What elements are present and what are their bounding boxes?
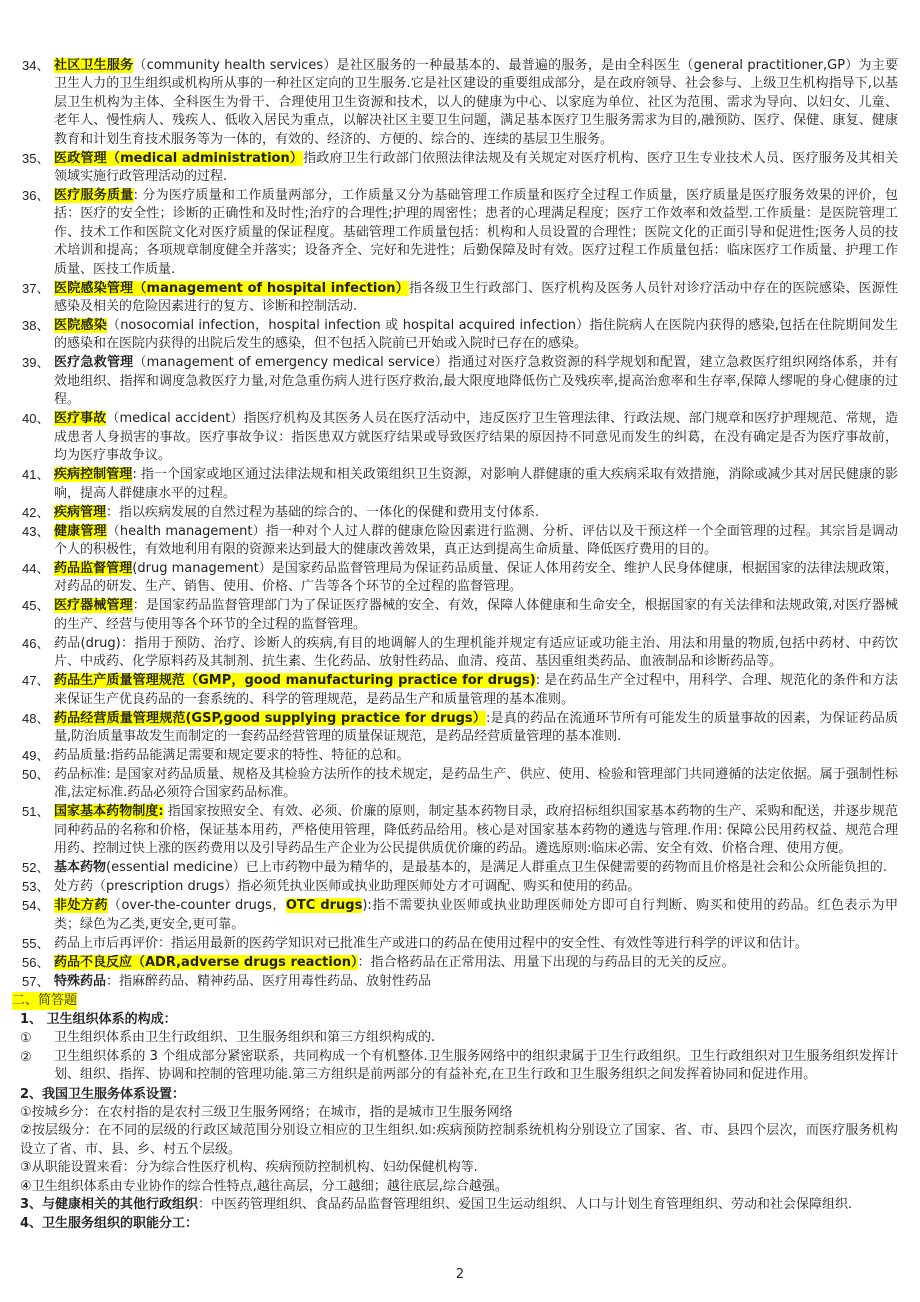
item-text [54, 318, 898, 351]
highlighted-term: 医疗事故 [54, 411, 107, 427]
numbered-point [20, 1048, 898, 1085]
item-text [54, 561, 898, 594]
definition-text: 药品质量:指药品能满足需要和规定要求的特性、特征的总和。 [54, 747, 410, 763]
question-2-title: 2、我国卫生服务体系设置： [20, 1086, 186, 1102]
definition-text: ：指麻醉药品、精神药品、医疗用毒性药品、放射性药品 [106, 973, 432, 989]
item-text [54, 936, 808, 951]
definition-text: （community health services）是社区服务的一种最基本的、最普遍的服务，是由全科医生（general practitioner,GP）为主要卫生人力的卫生组织或机构所从事的一种社区定向的卫生服务.它是社区建设的重要组成部分，是在政府领导、社会参与、上级卫生机构指导下,以基层卫生机构为主体、全科医生为骨干、合理使用卫生资源和技术，以人的健康为中心、以家庭为单位、社区为范围、需求为导向、以妇女、儿童、老年人、慢性病人、残疾人、低收入居民为重点，以解决社区主要卫生问题，满足基本医疗卫生服务需求为目的,融预防、医疗、保健、康复、健康教育和计划生育技术服务等为一体的，有效的、经济的、方便的、综合的、连续的基层卫生服务。 [54, 58, 898, 147]
highlighted-term: 药品经营质量管理规范(GSP,good supplying practice for drugs） [54, 710, 486, 726]
highlighted-term: 医疗器械管理 [54, 598, 133, 614]
definition-text: 指国家按照安全、有效、必须、价廉的原则，制定基本药物目录，政府招标组织国家基本药物的生产、采购和配送，并逐步规范同种药品的名称和价格，保证基本用药，严格使用管理，降低药品给用。核心是对国家基本药物的遴选与管理.作用: 保障公民用药权益、规范合理用药、控制过快上涨的医药费用以及引导药品生产企业为公民提供质优价廉的药品。遴选原则:临床必需、安全有效、价格合理、使用方便。 [54, 804, 898, 857]
item-text [54, 636, 898, 669]
definition-text: 药品标准: 是国家对药品质量、规格及其检验方法所作的技术规定，是药品生产、供应、使用、检验和管理部门共同遵循的法定依据。属于强制性标准,法定标准.药品必须符合国家药品标准。 [54, 766, 898, 801]
definition-text: : 分为医疗质量和工作质量两部分，工作质量又分为基础管理工作质量和医疗全过程工作质量，医疗质量是医疗服务效果的评价，包括：医疗的安全性；诊断的正确性和及时性;治疗的合理性;护理的周密性；患者的心理满足程度；医疗工作效率和效益型.工作质量：是医院管理工作、技术工作和医院文化对医疗质量的保证程度。基础管理工作质量包括：机构和人员设置的合理性；医院文化的正面引导和促进性;医务人员的技术培训和提高；各项规章制度健全并落实；设备齐全、完好和先进性；后勤保障及时有效。医疗过程工作质量包括：临床医疗工作质量、护理工作质量、医技工作质量. [54, 188, 898, 277]
definition-item [20, 354, 898, 409]
item-text [54, 188, 898, 277]
definition-item [20, 897, 898, 934]
numbered-point [20, 1029, 898, 1047]
definition-item [20, 803, 898, 858]
definition-text: （management of emergency medical service）指通过对医疗急救资源的科学规划和配置，建立急救医疗组织网络体系，并有效地组织、指挥和调度急救医疗力量,对危急重伤病人进行医疗救治,最大限度地降低伤亡及残疾率,提高治愈率和生存率,保障人缪呢的身心健康的过程。 [54, 355, 898, 408]
item-number: 49、 [22, 747, 50, 763]
highlighted-term: 国家基本药物制度: [54, 804, 164, 820]
definition-text: 药品上市后再评价：指运用最新的医药学知识对已批准生产或进口的药品在使用过程中的安全性、有效性等进行科学的评议和估计。 [54, 935, 809, 951]
definition-text: ：指合格药品在正常用法、用量下出现的与药品目的无关的反应。 [357, 954, 735, 970]
definition-text: (drug management）是国家药品监督管理局为保证药品质量、保证人体用药安全、维护人民身体健康，根据国家的法律法规政策，对药品的研发、生产、销售、使用、价格、广告等各个环节的全过程的监督管理。 [54, 560, 898, 595]
item-text [54, 860, 887, 875]
highlighted-term: 医疗服务质量 [54, 188, 134, 204]
definition-item [20, 187, 898, 279]
highlighted-term: 医院感染 [54, 318, 107, 334]
item-number: 56、 [22, 954, 50, 970]
item-number: 53、 [22, 879, 50, 895]
definition-text: 指政府卫生行政部门依照法律法规及有关规定对医疗机构、医疗卫生专业技术人员、医疗服务及其相关领域实施行政管理活动的过程. [54, 150, 898, 185]
item-number: 57、 [22, 973, 50, 989]
item-text [54, 355, 898, 407]
definition-text: (essential medicine）已上市药物中最为精华的，是最基本的，是满足人群重点卫生保健需要的药物而且价格是社会和公众所能负担的. [106, 860, 887, 876]
item-text [54, 767, 898, 800]
definition-item [20, 560, 898, 597]
item-number: 50、 [22, 766, 50, 782]
definition-item [20, 466, 898, 503]
item-number: 35、 [22, 150, 50, 166]
setup-line: ②按层级分：在不同的层级的行政区域范围分别设立相应的卫生组织.如:疾病预防控制系统机构分别设立了国家、省、市、县四个层次，而医疗服务机构设立了省、市、县、乡、村五个层级。 [20, 1123, 898, 1157]
definition-item [20, 973, 898, 991]
definition-text: （medical accident）指医疗机构及其医务人员在医疗活动中，违反医疗卫生管理法律、行政法规、部门规章和医疗护理规范、常规，造成患者人身损害的事故。医疗事故争议：指医患双方就医疗结果或导致医疗结果的原因持不同意见而发生的纠葛，在没有确定是否为医疗事故前，均为医疗事故争议。 [54, 411, 898, 464]
item-text [54, 151, 898, 184]
item-text [54, 524, 898, 557]
item-number: 46、 [22, 635, 50, 651]
item-number: 37、 [22, 280, 50, 296]
item-number: 45、 [22, 598, 50, 614]
highlighted-term: 社区卫生服务 [54, 58, 134, 73]
setup-line: ③从职能设置来看：分为综合性医疗机构、疾病预防控制机构、妇幼保健机构等. [20, 1160, 478, 1176]
definition-item [20, 878, 898, 896]
definition-item [20, 57, 898, 149]
item-number: 41、 [22, 467, 50, 483]
highlighted-term: 健康管理 [54, 523, 107, 539]
item-number: 52、 [22, 860, 50, 876]
definition-item [20, 954, 898, 972]
highlighted-term: 医院感染管理（management of hospital infection） [54, 280, 409, 296]
definition-text: 药品(drug) [54, 635, 121, 651]
item-text [54, 804, 898, 856]
definition-item [20, 280, 898, 317]
item-text [54, 58, 898, 147]
item-number: 44、 [22, 560, 50, 576]
question-3-text: ：中医药管理组织、食品药品监督管理组织、爱国卫生运动组织、人口与计划生育管理组织、劳动和社会保障组织. [198, 1197, 853, 1213]
item-number: 40、 [22, 411, 50, 427]
item-text [54, 748, 409, 763]
section-title [12, 992, 898, 1010]
definition-text: ：指以疾病发展的自然过程为基础的综合的、一体化的保健和费用支付体系. [106, 504, 540, 520]
item-text [54, 955, 735, 970]
item-number: 42、 [22, 504, 50, 520]
highlighted-term: OTC drugs [285, 898, 363, 914]
item-text [54, 598, 898, 631]
definition-text: :是真的药品在流通环节所有可能发生的质量事故的因素，为保证药品质量,防治质量事故发生而制定的一套药品经营管理的质量保证规范，是药品经营质量管理的基本准则. [54, 710, 898, 744]
highlighted-term: 医政管理（medical administration） [54, 150, 304, 166]
page-number: 2 [455, 1267, 465, 1282]
definition-item [20, 935, 898, 953]
definition-item [20, 859, 898, 877]
definition-item [20, 523, 898, 560]
item-number: 47、 [22, 673, 50, 689]
item-text [54, 673, 898, 706]
highlighted-term: 药品监督管理 [54, 560, 133, 576]
definition-text: ：指用于预防、治疗、诊断人的疾病,有目的地调解人的生理机能并规定有适应证或功能主治、用法和用量的物质,包括中药材、中药饮片、中成药、化学原料药及其制剂、抗生素、生化药品、放射性药品、血清、疫苗、基因重组类药品、血液制品和诊断药品等。 [54, 635, 898, 670]
definition-item [20, 672, 898, 709]
bold-term: 特殊药品 [54, 973, 107, 989]
definition-item [20, 150, 898, 187]
definition-item [20, 635, 898, 672]
definition-item [20, 504, 898, 522]
question-2-lines [20, 1104, 898, 1196]
item-text [54, 974, 431, 989]
item-number: 55、 [22, 935, 50, 951]
highlighted-term: 药品生产质量管理规范（GMP，good manufacturing practice for drugs) [54, 673, 536, 689]
item-number: 43、 [22, 523, 50, 539]
question-3-title: 3、与健康相关的其他行政组织 [20, 1197, 199, 1213]
point-marker: ① [20, 1030, 32, 1046]
item-text [54, 467, 898, 500]
item-text [54, 281, 898, 314]
item-number: 38、 [22, 318, 50, 334]
item-number: 34、 [22, 58, 50, 73]
definition-text: ：是国家药品监督管理部门为了保证医疗器械的安全、有效，保障人体健康和生命安全，根据国家的有关法律和法规政策,对医疗器械的生产、经营与使用等各个环节的全过程的监督管理。 [54, 598, 898, 632]
definition-text: : 指一个国家或地区通过法律法规和相关政策组织卫生资源，对影响人群健康的重大疾病采取有效措施，消除或减少其对居民健康的影响，提高人群健康水平的过程。 [54, 467, 898, 501]
bold-term: 医疗急救管理 [54, 355, 134, 371]
highlighted-term: 药品不良反应（ADR,adverse drugs reaction） [54, 954, 358, 970]
point-text: 卫生组织体系由卫生行政组织、卫生服务组织和第三方组织构成的. [54, 1030, 436, 1046]
definition-item [20, 710, 898, 747]
item-text [54, 879, 640, 894]
question-4-title: 4、卫生服务组织的职能分工： [20, 1216, 199, 1232]
setup-line: ①按城乡分：在农村指的是农村三级卫生服务网络；在城市，指的是城市卫生服务网络 [20, 1105, 513, 1120]
definition-item [20, 766, 898, 803]
definitions-list [20, 57, 898, 991]
item-text [54, 505, 539, 520]
item-text [54, 711, 898, 744]
item-number: 48、 [22, 710, 50, 726]
highlighted-term: 疾病控制管理 [54, 467, 133, 483]
definition-text: : 是在药品生产全过程中，用科学、合理、规范化的条件和方法来保证生产优良药品的一套系统的、科学的管理规范，是药品生产和质量管理的基本准则。 [54, 673, 898, 707]
definition-text: 处方药（prescription drugs）指必须凭执业医师或执业助理医师处方才可调配、购买和使用的药品。 [54, 879, 641, 895]
definition-item [20, 410, 898, 465]
question-1-title: 1、 卫生组织体系的构成： [20, 1011, 177, 1027]
highlighted-term: 非处方药 [54, 898, 108, 914]
item-number: 39、 [22, 355, 50, 371]
definition-text: ):指不需要执业医师或执业助理医师处方即可自行判断、购买和使用的药品。红色表示为甲类；绿色为乙类,更安全,更可靠。 [54, 898, 898, 932]
item-number: 36、 [22, 188, 50, 204]
definition-text: （health management）指一种对个人过人群的健康危险因素进行监测、分析、评估以及干预这样一个全面管理的过程。其宗旨是调动个人的积极性，有效地利用有限的资源来达到最大的健康改善效果，真正达到提高生命质量、降低医疗费用的目的。 [54, 523, 898, 557]
question-3 [20, 1196, 898, 1214]
highlighted-term: 疾病管理 [54, 504, 107, 520]
definition-text: 指各级卫生行政部门、医疗机构及医务人员针对诊疗活动中存在的医院感染、医源性感染及相关的危险因素进行的复方、诊断和控制活动. [54, 280, 898, 315]
setup-line: ④卫生组织体系由专业协作的综合性特点,越往高层，分工越细；越往底层,综合越强。 [20, 1178, 508, 1194]
item-text [54, 411, 898, 463]
definition-text: （nosocomial infection，hospital infection 或 hospital acquired infection）指住院病人在医院内获得的感染,包括在住院期间发生的感染和在医院内获得的出院后发生的感染，但不包括入院前已开始或入院时已存在的感染。 [54, 318, 898, 352]
definition-item [20, 317, 898, 354]
question-1-points [20, 1029, 898, 1084]
bold-term: 基本药物 [54, 860, 107, 876]
point-marker: ② [20, 1048, 32, 1064]
definition-item [20, 597, 898, 634]
definition-text: （over-the-counter drugs， [107, 898, 286, 914]
document-page [12, 57, 898, 1234]
item-number: 51、 [22, 804, 50, 820]
section-title-text: 二、简答题 [12, 992, 77, 1010]
item-text [54, 898, 898, 931]
definition-item [20, 747, 898, 765]
point-text: 卫生组织体系的 3 个组成部分紧密联系，共同构成一个有机整体.卫生服务网络中的组织隶属于卫生行政组织。卫生行政组织对卫生服务组织发挥计划、组织、指挥、协调和控制的管理功能.第三方组织是前两部分的有益补充,在卫生行政和卫生服务组织之间发挥着协同和促进作用。 [54, 1048, 898, 1083]
item-number: 54、 [22, 898, 50, 914]
